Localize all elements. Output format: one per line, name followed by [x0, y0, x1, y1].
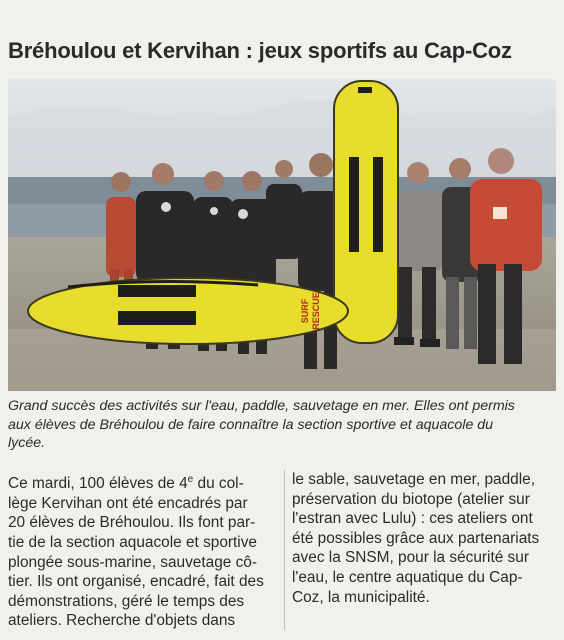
- body-line: 20 élèves de Bréhoulou. Ils font par-: [8, 514, 256, 532]
- body-column-left: [8, 470, 278, 631]
- body-line: démonstrations, géré le temps des: [8, 592, 245, 610]
- body-line: l'eau, le centre aquatique du Cap-: [292, 568, 523, 586]
- rescue-board: [28, 278, 348, 344]
- body-line: été possibles grâce aux partenariats: [292, 529, 540, 547]
- photo-caption: [8, 397, 556, 453]
- body-line: lège Kervihan ont été encadrés par: [8, 494, 248, 512]
- body-line: le sable, sauvetage en mer, paddle,: [292, 471, 535, 488]
- body-line: tie de la section aquacole et sportive: [8, 533, 257, 551]
- body-line: tier. Ils ont organisé, encadré, fait des: [8, 573, 264, 591]
- body-line: Coz, la municipalité.: [292, 588, 430, 606]
- board-text-surf: SURF: [300, 298, 310, 324]
- article-photo: [8, 79, 556, 391]
- body-line: ateliers. Recherche d'objets dans: [8, 612, 236, 630]
- body-line: l'estran avec Lulu) : ces ateliers ont: [292, 510, 533, 528]
- body-line: avec la SNSM, pour la sécurité sur: [292, 549, 529, 567]
- board-text-rescue: RESCUE: [311, 292, 321, 330]
- caption-line: aux élèves de Bréhoulou de faire connaître la section sportive et aquacole du: [8, 416, 494, 433]
- body-line: plongée sous-marine, sauvetage cô-: [8, 553, 257, 571]
- caption-line: lycée.: [8, 435, 46, 451]
- body-line: préservation du biotope (atelier sur: [292, 490, 530, 508]
- body-line: Ce mardi, 100 élèves de 4e du col-: [8, 474, 244, 493]
- article-headline: Bréhoulou et Kervihan : jeux sportifs au Cap-Coz: [8, 38, 512, 63]
- body-column-right: [292, 470, 556, 607]
- column-divider: [284, 470, 285, 630]
- caption-line: Grand succès des activités sur l'eau, paddle, sauvetage en mer. Elles ont permis: [8, 398, 515, 414]
